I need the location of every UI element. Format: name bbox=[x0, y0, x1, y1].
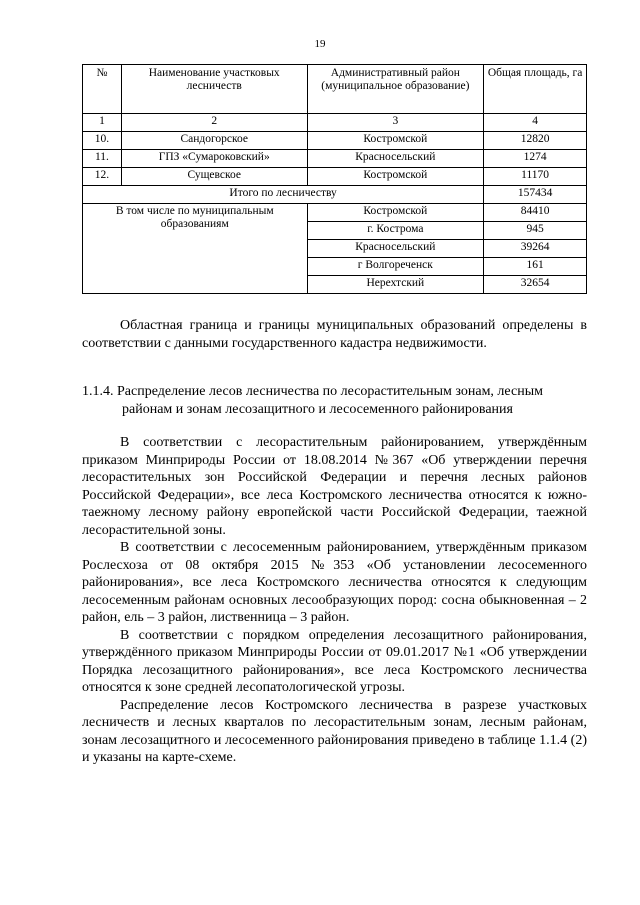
area-value: 12820 bbox=[484, 132, 587, 150]
header-district: Административный район (муниципальное образование) bbox=[307, 65, 484, 114]
header-number: № bbox=[83, 65, 122, 114]
page-number: 19 bbox=[314, 38, 326, 50]
area-value: 1274 bbox=[484, 150, 587, 168]
table-row bbox=[83, 168, 587, 186]
forestry-name: ГПЗ «Сумароковский» bbox=[121, 150, 307, 168]
borders-paragraph-block bbox=[82, 317, 587, 352]
table-cell: 3 bbox=[307, 114, 484, 132]
section-title-line1: Распределение лесов лесничества по лесорастительным зонам, лесным bbox=[117, 384, 543, 399]
paragraph-forest-growing-zones: В соответствии с лесорастительным районированием, утверждённым приказом Минприроды России от 18.08.2014 №367 «Об утверждении перечня лесорастительных зон Российской Федерации и перечня лесных районов Российской Федерации», все леса Костромского лесничества относятся к южно-таежному лесному району европейской части Российской Федерации, таежной лесорастительной зоны. bbox=[82, 435, 587, 538]
district-name: Нерехтский bbox=[307, 276, 484, 294]
paragraph-forest-protection-zoning: В соответствии с порядком определения лесозащитного районирования, утверждённого приказом Минприроды России от 09.01.2017 №1 «Об утверждении Порядка лесозащитного районирования», все леса Костромского лесничества относятся к зоне средней лесопатологической угрозы. bbox=[82, 627, 587, 695]
district-name: Костромской bbox=[307, 168, 484, 186]
area-value: 39264 bbox=[484, 240, 587, 258]
total-row bbox=[83, 186, 587, 204]
row-number: 10. bbox=[83, 132, 122, 150]
table-header-row bbox=[83, 65, 587, 114]
area-value: 84410 bbox=[484, 204, 587, 222]
header-forestry-name: Наименование участковых лесничеств bbox=[121, 65, 307, 114]
section-title-line2: районам и зонам лесозащитного и лесосеменного районирования bbox=[122, 401, 513, 417]
total-value: 157434 bbox=[484, 186, 587, 204]
table-row bbox=[83, 150, 587, 168]
row-number: 11. bbox=[83, 150, 122, 168]
table-cell: 4 bbox=[484, 114, 587, 132]
municipal-label: В том числе по муниципальным образованиям bbox=[83, 204, 308, 294]
column-number-row bbox=[83, 114, 587, 132]
district-name: Красносельский bbox=[307, 150, 484, 168]
borders-paragraph: Областная граница и границы муниципальных образований определены в соответствии с данными государственного кадастра недвижимости. bbox=[82, 318, 587, 351]
area-value: 11170 bbox=[484, 168, 587, 186]
paragraph-distribution: Распределение лесов Костромского лесничества в разрезе участковых лесничеств и лесных кварталов по лесорастительным зонам, лесным районам, зонам лесозащитного и лесосеменного районирования приведено в таблице 1.1.4 (2) и указаны на карте-схеме. bbox=[82, 697, 587, 765]
district-name: Костромской bbox=[307, 204, 484, 222]
table-cell: 2 bbox=[121, 114, 307, 132]
district-name: Костромской bbox=[307, 132, 484, 150]
forestry-name: Сандогорское bbox=[121, 132, 307, 150]
district-name: г. Кострома bbox=[307, 222, 484, 240]
row-number: 12. bbox=[83, 168, 122, 186]
area-value: 945 bbox=[484, 222, 587, 240]
area-value: 32654 bbox=[484, 276, 587, 294]
municipal-row bbox=[83, 204, 587, 222]
paragraph-seed-zoning: В соответствии с лесосеменным районированием, утверждённым приказом Рослесхоза от 08 октября 2015 №353 «Об установлении лесосеменного районирования», все леса Костромского лесничества относятся к следующим лесосеменным районам основных лесообразующих пород: сосна обыкновенная – 2 район, ель – 3 район, лиственница – 3 район. bbox=[82, 540, 587, 625]
section-number: 1.1.4. bbox=[82, 384, 114, 399]
total-label: Итого по лесничеству bbox=[83, 186, 484, 204]
forestry-area-table bbox=[82, 64, 587, 294]
table-row bbox=[83, 132, 587, 150]
area-value: 161 bbox=[484, 258, 587, 276]
header-area: Общая площадь, га bbox=[484, 65, 587, 114]
section-heading bbox=[82, 383, 587, 418]
district-name: г Волгореченск bbox=[307, 258, 484, 276]
body-text bbox=[82, 434, 587, 767]
forestry-name: Сущевское bbox=[121, 168, 307, 186]
table-cell: 1 bbox=[83, 114, 122, 132]
district-name: Красносельский bbox=[307, 240, 484, 258]
